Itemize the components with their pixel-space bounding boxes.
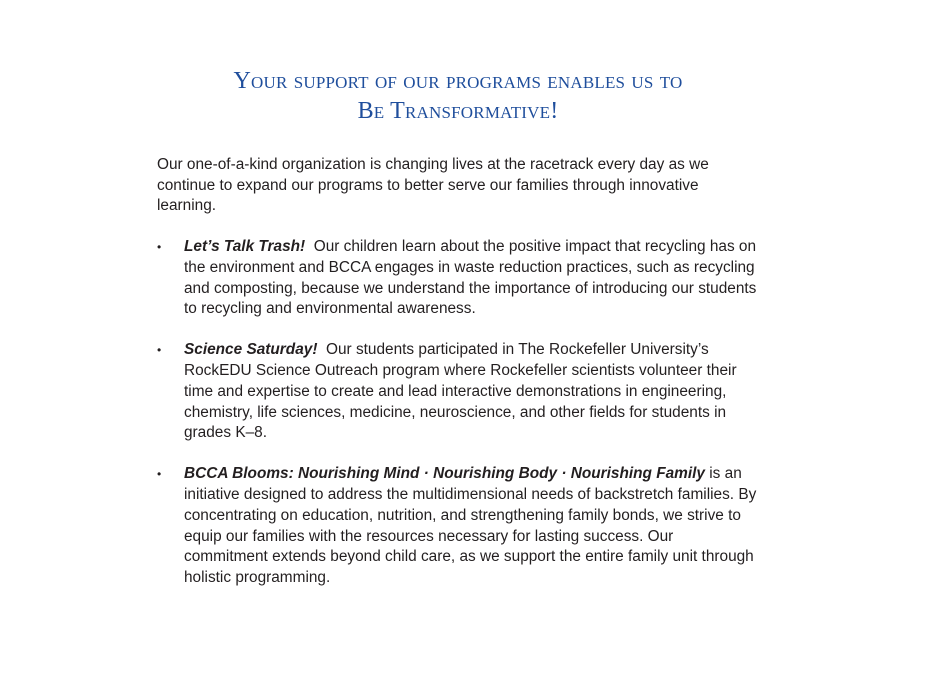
list-item <box>157 464 757 588</box>
bullet-icon: • <box>157 240 162 255</box>
list-item <box>157 237 757 320</box>
heading-line-1: Your support of our programs enables us to <box>233 68 683 94</box>
page-heading <box>0 66 916 126</box>
list-item <box>157 340 757 444</box>
program-description: Our students participated in The Rockefeller University’s RockEDU Science Outreach program where Rockefeller scientists volunteer their time and expertise to create and lead interactive demonstrations in engineering, chemistry, life sciences, medicine, neuroscience, and other fields for students in grades K–8. <box>184 341 737 442</box>
intro-paragraph: Our one-of-a-kind organization is changing lives at the racetrack every day as we continue to expand our programs to better serve our families through innovative learning. <box>157 156 709 215</box>
program-description: Our children learn about the positive impact that recycling has on the environment and BCCA engages in waste reduction practices, such as recycling and composting, because we understand the importance of introducing our students to recycling and environmental awareness. <box>184 238 757 318</box>
body-content <box>157 155 757 609</box>
bullet-icon: • <box>157 467 162 482</box>
program-title: Science Saturday! <box>184 341 318 359</box>
program-description: is an initiative designed to address the multidimensional needs of backstretch families. By concentrating on education, nutrition, and strengthening family bonds, we strive to equip our families with the resources necessary for lasting success. Our commitment extends beyond child care, as we support the entire family unit through holistic programming. <box>184 465 757 586</box>
program-title: BCCA Blooms: Nourishing Mind · Nourishing Body · Nourishing Family <box>184 465 705 483</box>
heading-line-2: Be Transformative! <box>357 98 559 124</box>
program-title: Let’s Talk Trash! <box>184 238 306 256</box>
program-list <box>157 237 757 589</box>
bullet-icon: • <box>157 343 162 358</box>
